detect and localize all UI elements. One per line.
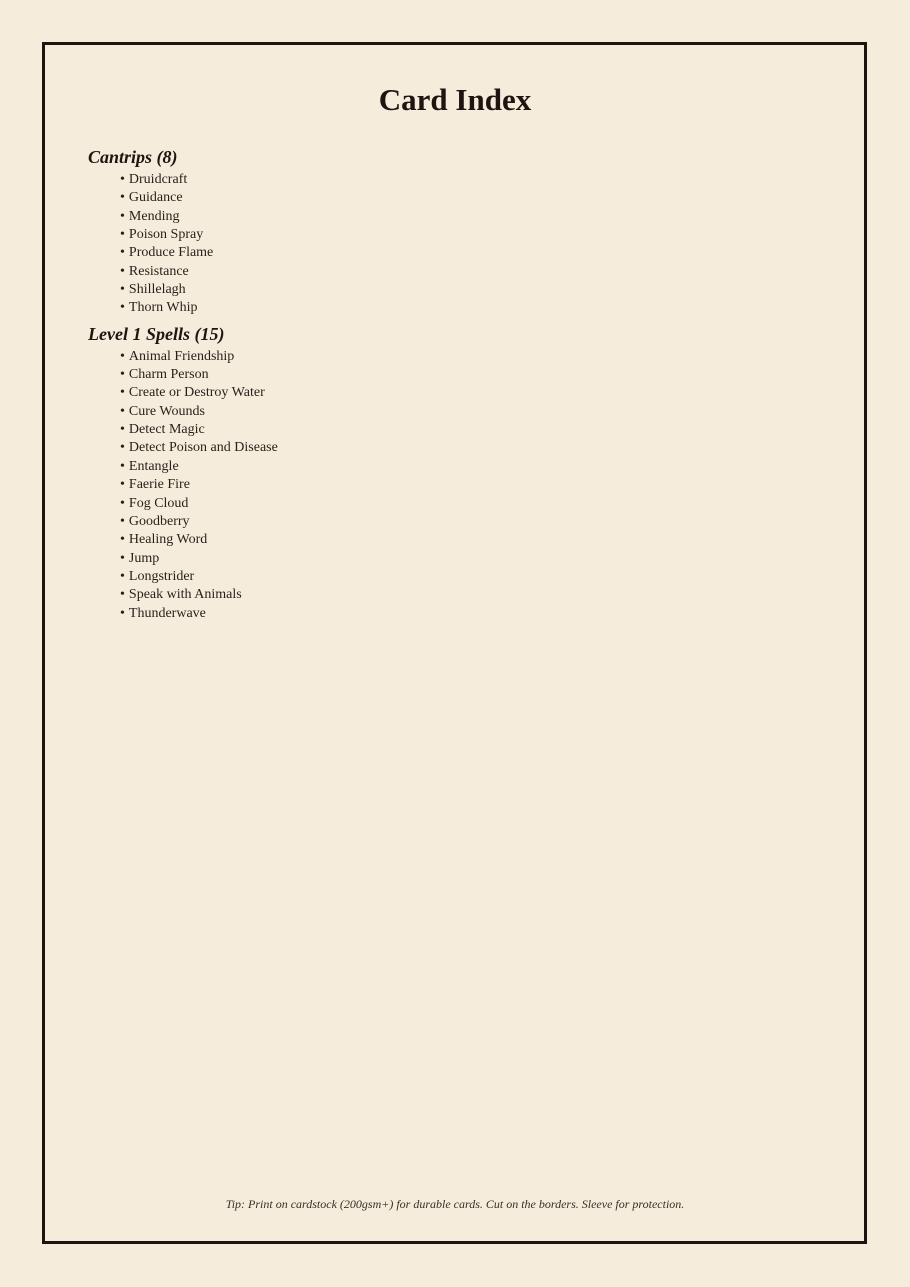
list-item: • Mending: [120, 208, 788, 226]
list-item: • Detect Magic: [120, 421, 788, 439]
list-item: • Charm Person: [120, 366, 788, 384]
page-title: Card Index: [378, 82, 532, 117]
section-heading-cantrips: Cantrips (8): [88, 147, 178, 167]
card-index-content: [88, 145, 788, 623]
list-item: • Detect Poison and Disease: [120, 439, 788, 457]
list-item: • Guidance: [120, 189, 788, 207]
printing-tip: Tip: Print on cardstock (200gsm+) for durable cards. Cut on the borders. Sleeve for protection.: [225, 1197, 685, 1211]
list-item: • Thunderwave: [120, 605, 788, 623]
list-item: • Fog Cloud: [120, 495, 788, 513]
list-item: • Cure Wounds: [120, 403, 788, 421]
list-item: • Shillelagh: [120, 281, 788, 299]
list-item: • Goodberry: [120, 513, 788, 531]
list-item: • Healing Word: [120, 531, 788, 549]
cantrips-list: [88, 171, 788, 318]
section-heading-level-1-spells: Level 1 Spells (15): [88, 323, 225, 344]
list-item: • Produce Flame: [120, 244, 788, 262]
list-item: • Faerie Fire: [120, 476, 788, 494]
list-item: • Druidcraft: [120, 171, 788, 189]
level-1-spells-list: [88, 348, 788, 623]
list-item: • Resistance: [120, 263, 788, 281]
list-item: • Poison Spray: [120, 226, 788, 244]
list-item: • Animal Friendship: [120, 348, 788, 366]
list-item: • Speak with Animals: [120, 586, 788, 604]
list-item: • Thorn Whip: [120, 299, 788, 317]
list-item: • Jump: [120, 550, 788, 568]
list-item: • Create or Destroy Water: [120, 384, 788, 402]
list-item: • Entangle: [120, 458, 788, 476]
list-item: • Longstrider: [120, 568, 788, 586]
